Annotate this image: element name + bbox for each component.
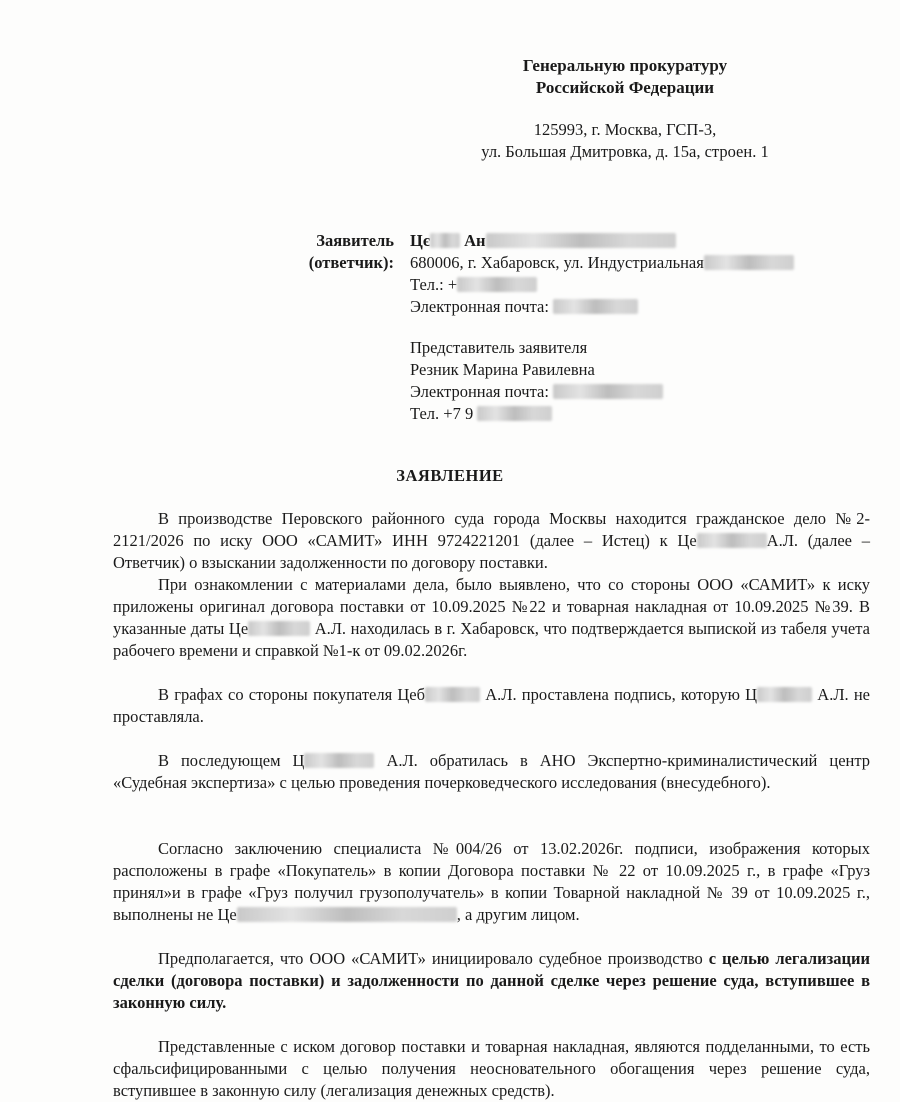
p7-text: Представленные с иском договор поставки и товарная накладная, являются подделанными, то есть сфальсифицированными с целью получения неосновательного обогащения через решение суда, вступившее в законную силу (легализация денежных средств).: [113, 1037, 870, 1100]
p6-text-a: Предполагается, что ООО «САМИТ» инициировало судебное производство: [158, 949, 709, 968]
representative-phone: [410, 403, 870, 425]
redacted-block: [237, 907, 457, 922]
redacted-block: [486, 233, 676, 248]
applicant-name-visible: Цє: [410, 231, 430, 250]
redacted-block: [248, 621, 310, 636]
redacted-block: [704, 255, 794, 270]
p3-text-c: А.Л. не проставляла.: [113, 685, 871, 726]
p5-text-a: Согласно заключению специалиста №004/26 от 13.02.2026г. подписи, изображения которых расположены в графе «Покупатель» в копии Договора поставки № 22 от 10.09.2025 г., в графе «Груз принял»и в графе «Груз получил грузополучатель» в копии Товарной накладной № 39 от 10.09.2025 г., выполнены не Це: [113, 839, 870, 924]
p5-text-b: , а другим лицом.: [456, 905, 580, 924]
representative-name: Резник Марина Равилевна: [410, 360, 595, 379]
applicant-address: [410, 252, 870, 274]
applicant-info: [410, 230, 870, 318]
addressee-addr-line2: ул. Большая Дмитровка, д. 15а, строен. 1: [481, 142, 769, 161]
applicant-email: [410, 296, 870, 318]
addressee-org-line1: Генеральную прокуратуру: [522, 56, 728, 75]
applicant-phone: [410, 274, 870, 296]
p3-text-b: А.Л. проставлена подпись, которую Ц: [485, 685, 758, 704]
redacted-block: [757, 687, 812, 702]
representative-email-label: Электронная почта:: [410, 382, 549, 401]
redacted-block: [553, 384, 663, 399]
applicant-address-prefix: 680006, г. Хабаровск, ул. Индустриальная: [410, 253, 704, 272]
paragraph-1: [113, 508, 870, 574]
representative-heading: Представитель заявителя: [410, 338, 588, 357]
applicant-name: [410, 230, 870, 252]
p2-text-a: При ознакомлении с материалами дела, было выявлено, что со стороны ООО «САМИТ» к иску приложены оригинал договора поставки от 10.09.2025 №22 и товарная накладная от 10.09.2025 №39. В указанные даты Це: [113, 575, 870, 638]
redacted-block: [430, 233, 460, 248]
representative-phone-prefix: Тел. +7 9: [410, 404, 474, 423]
applicant-label: [280, 230, 394, 274]
paragraph-2: [113, 574, 870, 662]
redacted-block: [553, 299, 638, 314]
paragraph-4: [113, 750, 870, 794]
representative-block: [410, 337, 870, 425]
redacted-block: [457, 277, 537, 292]
applicant-email-label: Электронная почта:: [410, 297, 549, 316]
p1-text-a: В производстве Перовского районного суда города Москвы находится гражданское дело №2-2121/2026 по иску ООО «САМИТ» ИНН 9724221201 (далее – Истец) к Це: [113, 509, 870, 550]
p4-text-b: А.Л. обратилась в АНО Экспертно-криминалистический центр «Судебная экспертиза» с целью проведения почерковедческого исследования (внесудебного).: [113, 751, 871, 792]
addressee-addr-line1: 125993, г. Москва, ГСП-3,: [533, 120, 717, 139]
redacted-block: [304, 753, 374, 768]
applicant-phone-prefix: Тел.: +: [410, 275, 458, 294]
p4-text-a: В последующем Ц: [158, 751, 305, 770]
redacted-block: [477, 406, 552, 421]
redacted-block: [425, 687, 480, 702]
p1-text-b: А.Л. (далее – Ответчик) о взыскании задолженности по договору поставки.: [113, 531, 870, 572]
paragraph-3: [113, 684, 870, 728]
document-title: ЗАЯВЛЕНИЕ: [396, 466, 504, 485]
applicant-name-part2: Ан: [464, 231, 486, 250]
paragraph-6: [113, 948, 870, 1014]
representative-email: [410, 381, 870, 403]
paragraph-5: [113, 838, 870, 926]
applicant-label-line1: Заявитель: [316, 231, 394, 250]
p3-text-a: В графах со стороны покупателя Цеб: [158, 685, 426, 704]
applicant-label-line2: (ответчик):: [308, 253, 394, 272]
p6-text-bold: с целью легализации сделки (договора поставки) и задолженности по данной сделке через решение суда, вступившее в законную силу.: [113, 949, 870, 1012]
addressee-org-line2: Российской Федерации: [535, 78, 715, 97]
paragraph-7: [113, 1036, 870, 1102]
p2-text-b: А.Л. находилась в г. Хабаровск, что подтверждается выпиской из табеля учета рабочего времени и справкой №1-к от 09.02.2026г.: [113, 619, 870, 660]
addressee-block: [430, 55, 820, 163]
redacted-block: [697, 533, 767, 548]
